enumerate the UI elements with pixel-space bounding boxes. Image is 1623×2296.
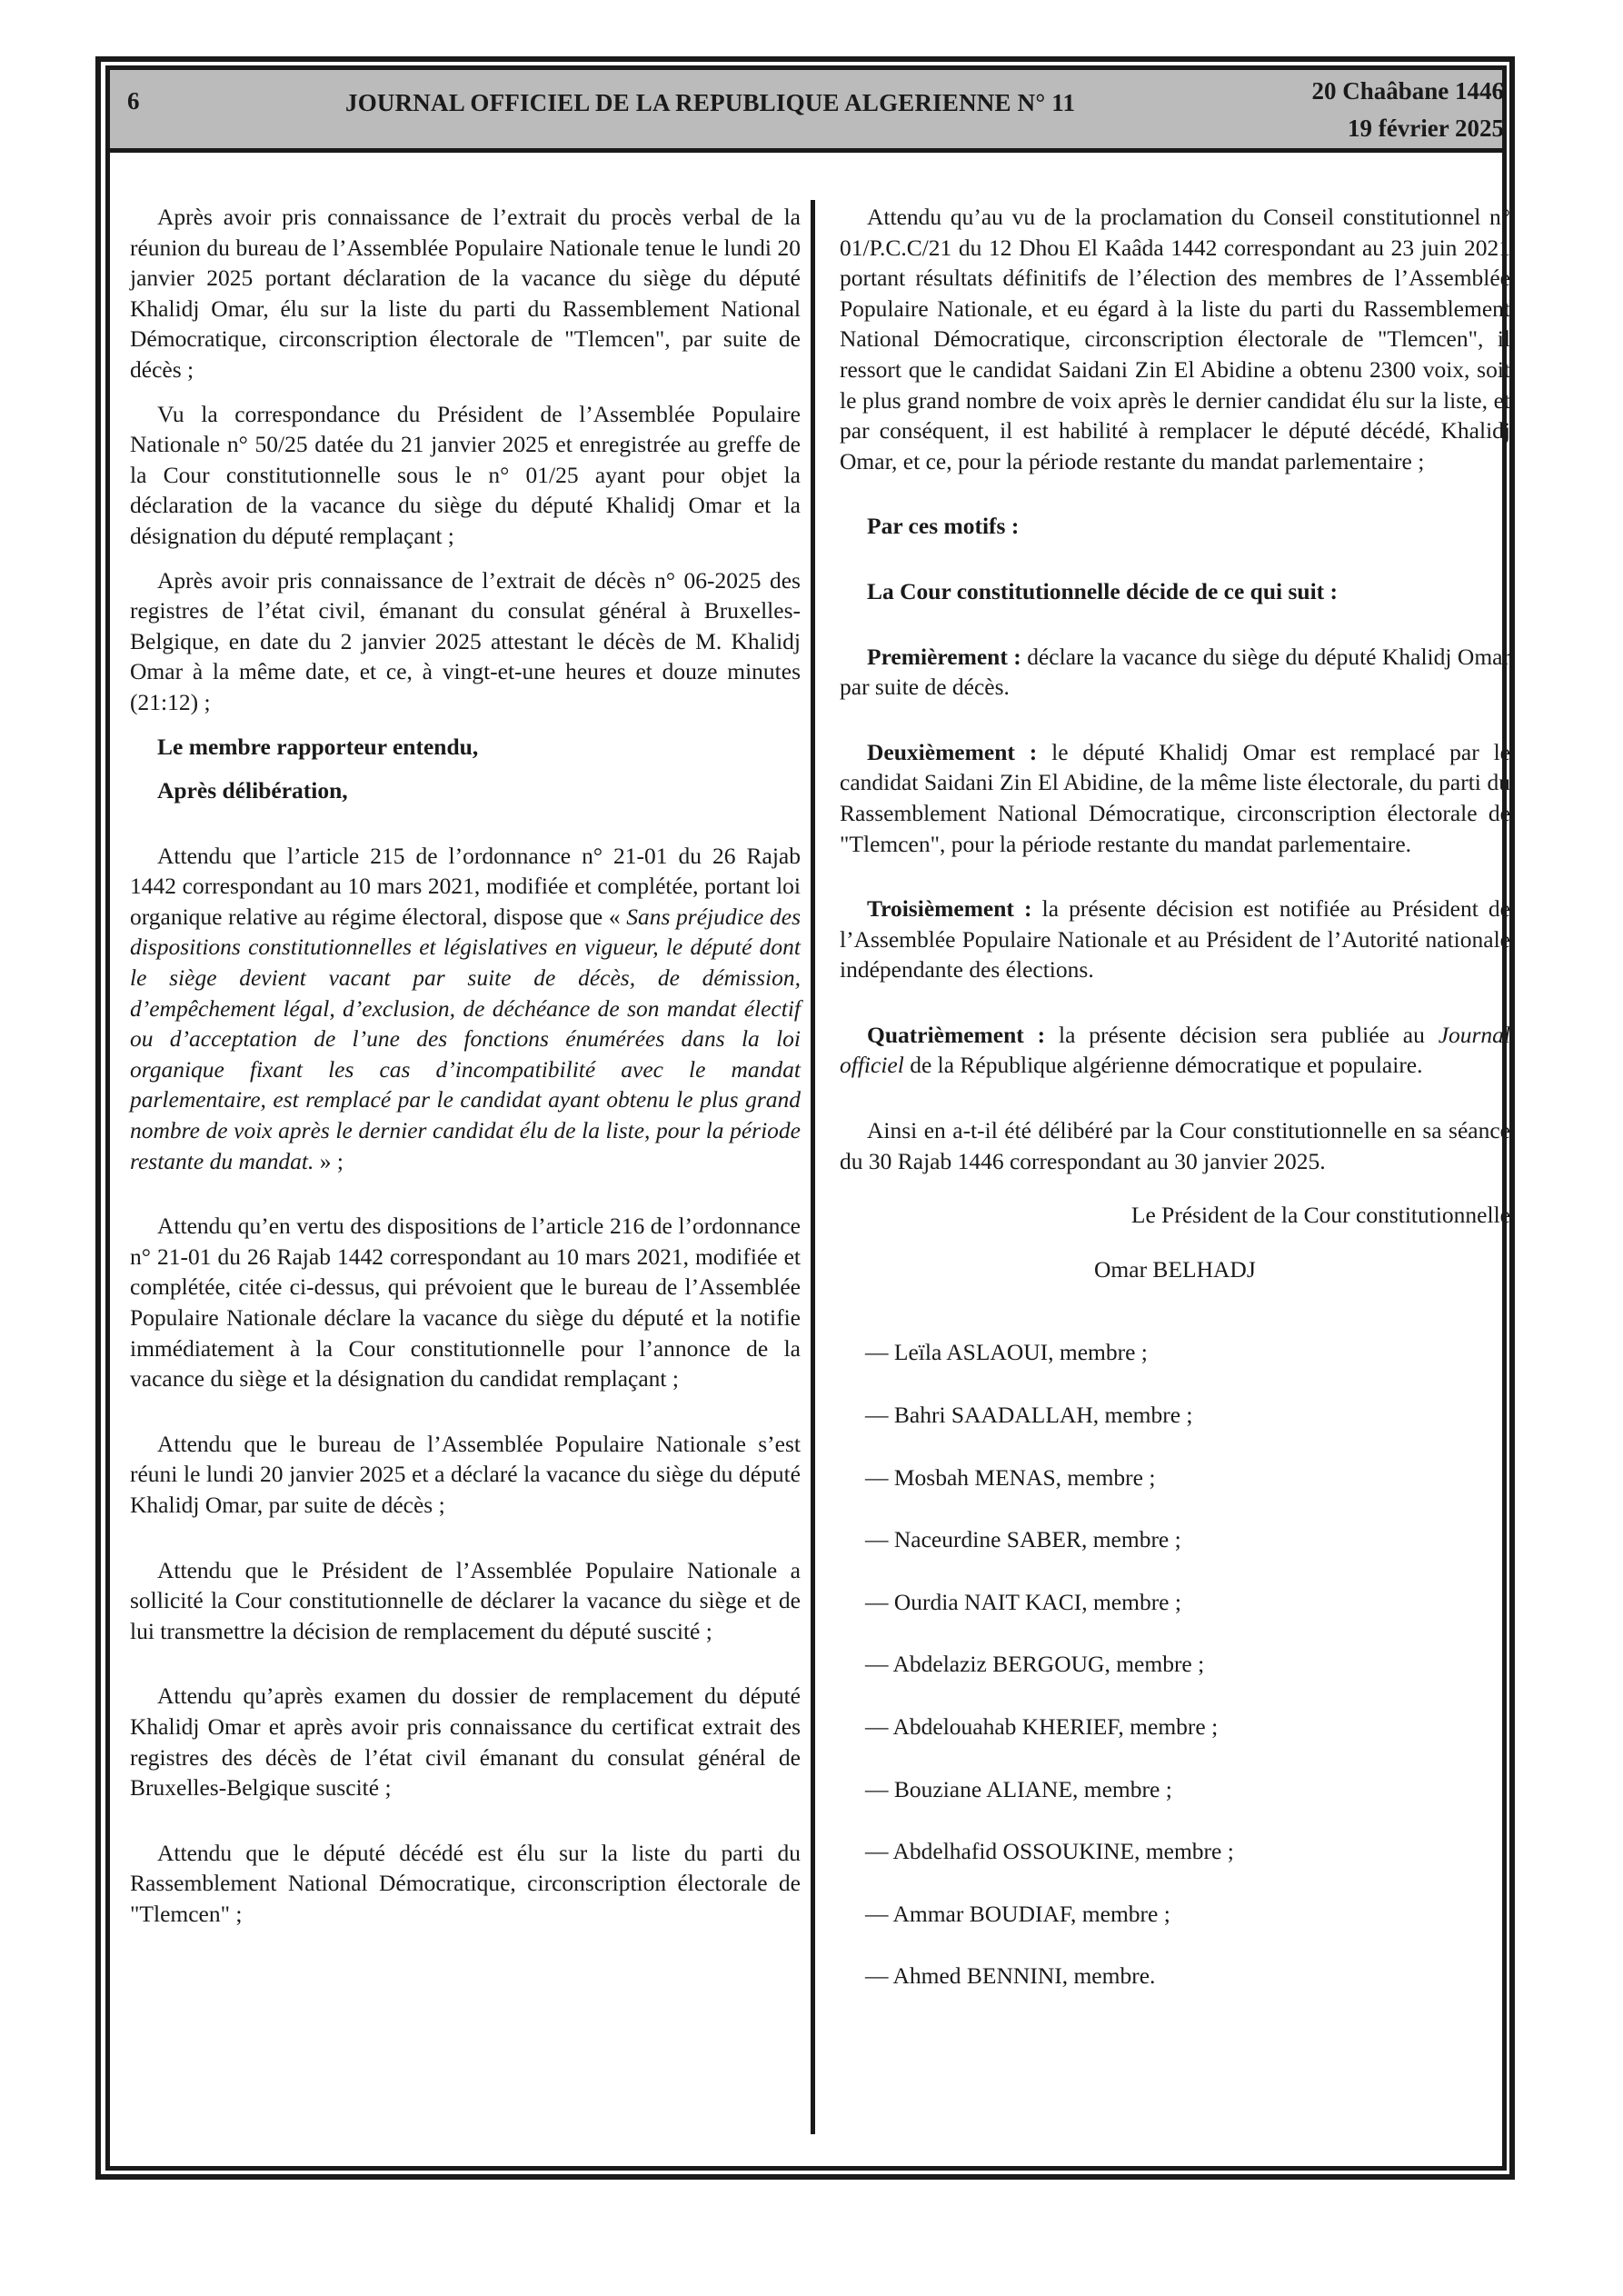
article-215-quote: Sans préjudice des dispositions constitutionnelles et législatives en vigueur, le député dont le siège devient vacant par suite de décès, de démission, d’empêchement légal, d’exclusion, de déchéance de son mandat électif ou d’acceptation de l’une des fonctions énumérées dans la loi organique fixant les cas d’incompatibilité avec le mandat parlementaire, est remplacé par le candidat ayant obtenu le plus grand nombre de voix après le dernier candidat élu de la liste, pour la période restante du mandat.	[130, 903, 801, 1174]
member-item: — Bahri SAADALLAH, membre ;	[865, 1402, 1193, 1429]
member-item: — Ammar BOUDIAF, membre ;	[865, 1900, 1170, 1927]
members-list	[840, 1337, 1510, 1992]
article-3-label: Troisièmement :	[867, 895, 1042, 923]
signature-title: Le Président de la Cour constitutionnelle	[1130, 1202, 1510, 1229]
heading-deliberation: Après délibération,	[157, 777, 348, 804]
paragraph-extrait-deces: Après avoir pris connaissance de l’extrait de décès n° 06-2025 des registres de l’état civil, émanant du consulat général à Bruxelles-Belgique, en date du 2 janvier 2025 attestant le décès de M. Khalidj Omar à la même date, et ce, à vingt-et-une heures et douze minutes (21:12) ;	[130, 566, 801, 715]
paragraph-correspondance: Vu la correspondance du Président de l’Assemblée Populaire Nationale n° 50/25 datée du 21 janvier 2025 et enregistrée au greffe de la Cour constitutionnelle sous le n° 01/25 ayant pour objet la déclaration de la vacance du siège du député Khalidj Omar et la désignation du député remplaçant ;	[130, 400, 801, 549]
paragraph-article-216: Attendu qu’en vertu des dispositions de l’article 216 de l’ordonnance n° 21-01 du 26 Rajab 1442 correspondant au 10 mars 2021, modifiée et complétée, citée ci-dessus, qui prévoient que le bureau de l’Assemblée Populaire Nationale déclare la vacance du siège du député et la notifie immédiatement à la Cour constitutionnelle pour l’annonce de la vacance du siège et la désignation du candidat remplaçant ;	[130, 1213, 801, 1393]
paragraph-article-215	[130, 841, 801, 1177]
article-troisiemement	[840, 893, 1510, 985]
article-1-label: Premièrement :	[867, 643, 1028, 670]
article-quatriemement	[840, 1020, 1510, 1081]
paragraph-closing: Ainsi en a-t-il été délibéré par la Cour constitutionnelle en sa séance du 30 Rajab 1446 correspondant au 30 janvier 2025.	[840, 1117, 1510, 1174]
journal-title: JOURNAL OFFICIEL DE LA REPUBLIQUE ALGERIENNE N° 11	[345, 89, 1076, 116]
article-3-text: la présente décision est notifiée au Président de l’Assemblée Populaire Nationale et au Président de l’Autorité nationale indépendante des élections.	[840, 895, 1510, 983]
article-deuxiemement	[840, 737, 1510, 859]
member-item: — Abdelouahab KHERIEF, membre ;	[865, 1713, 1219, 1740]
member-item: — Abdelhafid OSSOUKINE, membre ;	[865, 1838, 1234, 1865]
member-item: — Leïla ASLAOUI, membre ;	[865, 1339, 1148, 1366]
heading-decision: La Cour constitutionnelle décide de ce qui suit :	[867, 577, 1339, 604]
member-item: — Bouziane ALIANE, membre ;	[865, 1775, 1172, 1802]
article-4-label: Quatrièmement :	[867, 1021, 1059, 1048]
member-item: — Naceurdine SABER, membre ;	[865, 1526, 1181, 1553]
signature-name: Omar BELHADJ	[1094, 1255, 1256, 1283]
paragraph-president-sollicite: Attendu que le Président de l’Assemblée Populaire Nationale a sollicité la Cour constitutionnelle de déclarer la vacance du siège et de lui transmettre la décision de remplacement du député suscité ;	[130, 1556, 801, 1644]
article-4-text-a: la présente décision sera publiée au	[1059, 1021, 1439, 1048]
paragraph-liste-parti: Attendu que le député décédé est élu sur la liste du parti du Rassemblement National Démocratique, circonscription électorale de "Tlemcen" ;	[130, 1839, 801, 1927]
article-4-text-b: de la République algérienne démocratique et populaire.	[903, 1052, 1423, 1079]
article-4-journal-officiel: Journal officiel	[840, 1021, 1511, 1079]
heading-motifs: Par ces motifs :	[867, 513, 1020, 540]
member-item: — Ahmed BENNINI, membre.	[865, 1962, 1156, 1990]
member-item: — Ourdia NAIT KACI, membre ;	[865, 1588, 1181, 1615]
issue-dates	[1311, 73, 1504, 147]
heading-rapporteur: Le membre rapporteur entendu,	[157, 733, 479, 760]
paragraph-bureau-reuni: Attendu que le bureau de l’Assemblée Populaire Nationale s’est réuni le lundi 20 janvier 2025 et a déclaré la vacance du siège du député Khalidj Omar, par suite de décès ;	[130, 1430, 801, 1518]
paragraph-proces-verbal: Après avoir pris connaissance de l’extrait du procès verbal de la réunion du bureau de l’Assemblée Populaire Nationale tenue le lundi 20 janvier 2025 portant déclaration de la vacance du siège du député Khalidj Omar, élu sur la liste du parti du Rassemblement National Démocratique, circonscription électorale de "Tlemcen", par suite de décès ;	[130, 204, 801, 383]
article-2-text: le député Khalidj Omar est remplacé par le candidat Saidani Zin El Abidine, de la même liste électorale, du parti du Rassemblement National Démocratique, circonscription électorale de "Tlemcen", pour la période restante du mandat parlementaire.	[840, 738, 1510, 857]
article-215-outro: » ;	[314, 1147, 344, 1174]
member-item: — Abdelaziz BERGOUG, membre ;	[865, 1651, 1205, 1678]
paragraph-examen-dossier: Attendu qu’après examen du dossier de remplacement du député Khalidj Omar et après avoir pris connaissance du certificat extrait des registres des décès de l’état civil émanant du consulat général de Bruxelles-Belgique suscité ;	[130, 1682, 801, 1802]
page-number: 6	[127, 87, 140, 115]
article-215-intro: Attendu que l’article 215 de l’ordonnance n° 21-01 du 26 Rajab 1442 correspondant au 10 mars 2021, modifiée et complétée, portant loi organique relative au régime électoral, dispose que «	[130, 842, 801, 930]
article-2-label: Deuxièmement :	[867, 738, 1052, 765]
article-1-text: déclare la vacance du siège du député Khalidj Omar par suite de décès.	[840, 643, 1510, 701]
article-premierement	[840, 642, 1510, 703]
column-divider	[811, 200, 815, 2134]
date-hijri: 20 Chaâbane 1446	[1311, 77, 1504, 105]
member-item: — Mosbah MENAS, membre ;	[865, 1463, 1156, 1491]
paragraph-proclamation: Attendu qu’au vu de la proclamation du Conseil constitutionnel n° 01/P.C.C/21 du 12 Dhou El Kaâda 1442 correspondant au 23 juin 2021 portant résultats définitifs de l’élection des membres de l’Assemblée Populaire Nationale, et eu égard à la liste du parti du Rassemblement National Démocratique, circonscription électorale de "Tlemcen", il ressort que le candidat Saidani Zin El Abidine a obtenu 2300 voix, soit le plus grand nombre de voix après le dernier candidat élu sur la liste, et par conséquent, il est habilité à remplacer le député décédé, Khalidj Omar, et ce, pour la période restante du mandat parlementaire ;	[840, 204, 1510, 474]
left-column	[130, 202, 801, 1930]
date-gregorian: 19 février 2025	[1348, 115, 1504, 142]
right-column	[840, 202, 1510, 1992]
